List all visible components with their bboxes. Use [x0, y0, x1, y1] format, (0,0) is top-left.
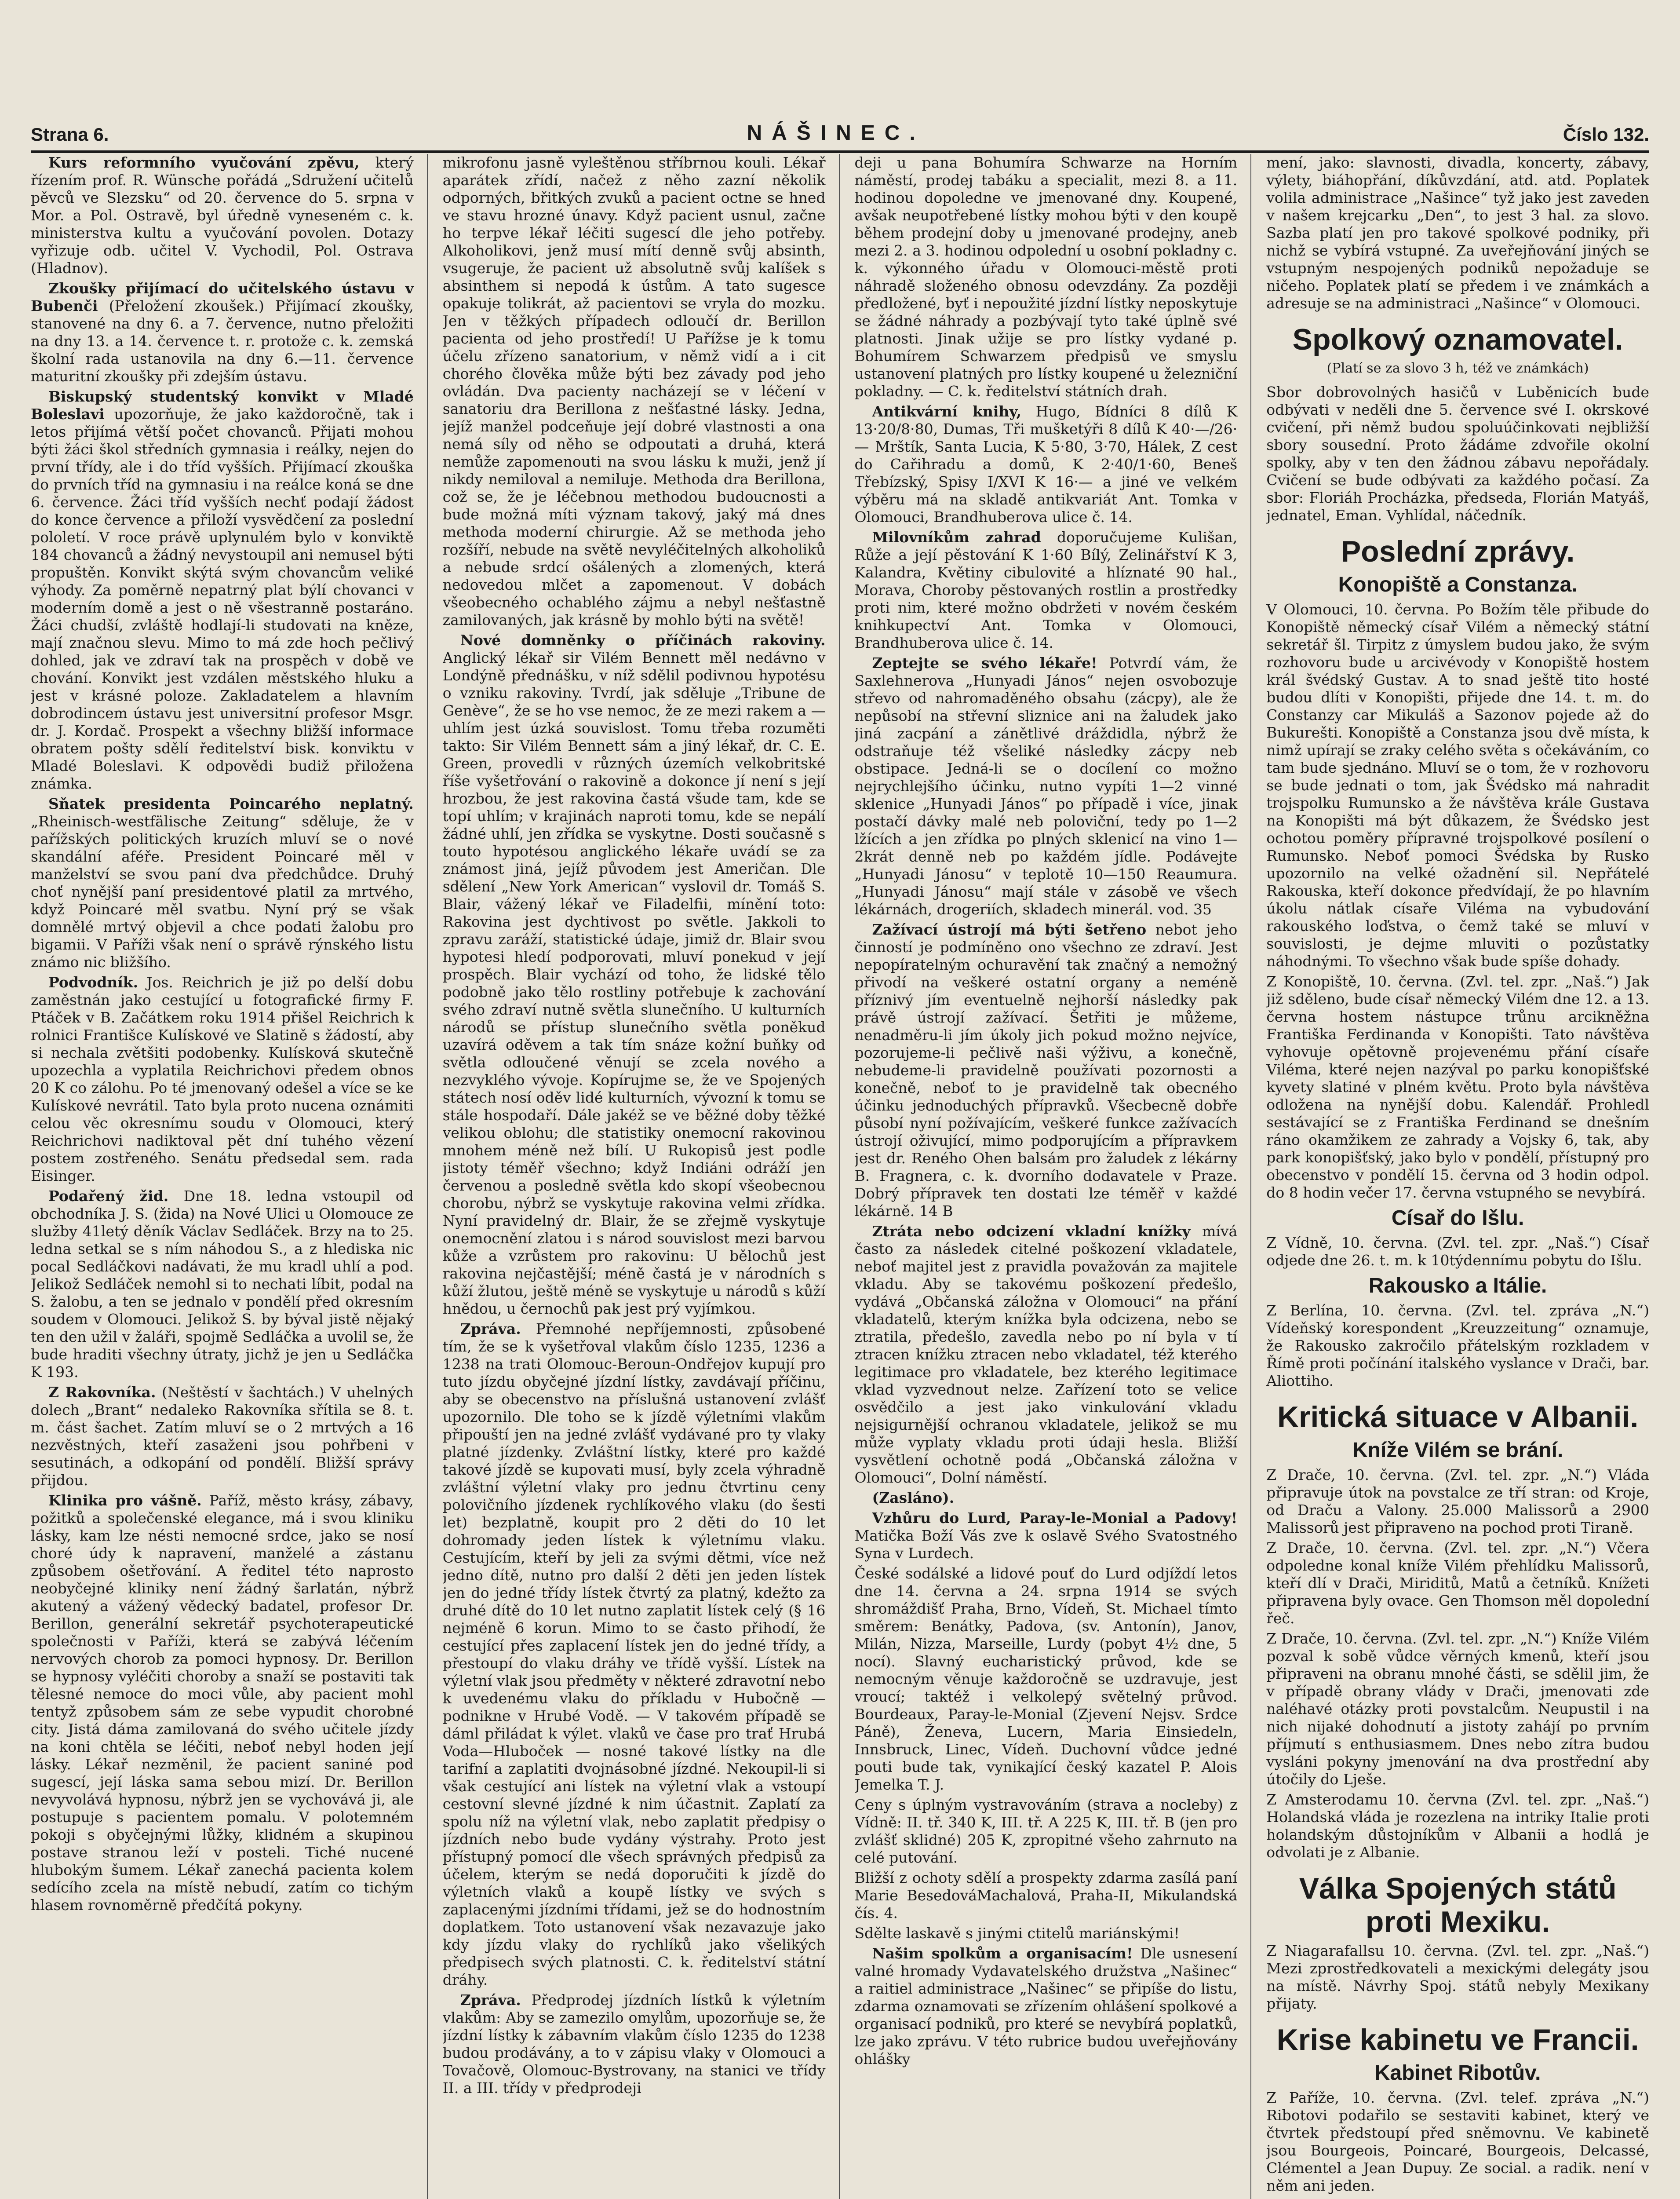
- article-text: Matička Boží Vás zve k oslavě Svého Svatostného Syna v Lurdech.: [854, 1527, 1238, 1562]
- article-paragraph: [855, 1796, 1238, 1867]
- article-text: Dne 18. ledna vstoupil od obchodníka J. S. (žida) na Nové Ulici u Olomouce ze služby 41letý děník Václav Sedláček. Brzy na to 25. ledna setkal se s ním náhodou S., a z hlediska nic pocal Sedláčkovi nadávati, že mu kradl uhlí a pod. Jelikož Sedláček nemohl si to nechati líbit, podal na S. žalobu, a ten se jednalo v pondělí před okresním soudem v Olomouci. Jelikož S. by býval jistě nějaký ten den užil v žaláři, spojmě Sedláčka a uvolil se, že bude hraditi všechny útraty, jichž je jen u Sedláčka K 193.: [31, 1187, 414, 1381]
- article-text: (Neštěstí v šachtách.) V uhelných dolech „Brant“ nedaleko Rakovníka sřítila se 8. t. m. část šachet. Zatím mluví se o 2 mrtvých a 16 nezvěstných, kteří zasaženi jsou pohřbeni v sesutinách, a odkopání od pondělí. Bližší správy přijdou.: [31, 1384, 414, 1489]
- article-paragraph: [443, 154, 826, 629]
- article-heading: Z Rakovníka.: [48, 1384, 156, 1401]
- article-paragraph: [443, 632, 826, 1318]
- article-paragraph: [855, 1223, 1238, 1487]
- article-heading: Klinika pro vášně.: [48, 1492, 202, 1509]
- column-3: [855, 154, 1252, 2199]
- section-subheading: Kabinet Ribotův.: [1374, 2061, 1541, 2085]
- article-text: Z Drače, 10. června. (Zvl. tel. zpr. „N.“) Kníže Vilém pozval k sobě vůdce věrných kmenů, kteří jsou připraveni na obranu mnohé části, se sdělil jim, že v případě obrany vlády v Drači, jmenovati zde naléhavé otázky proti povstalcům. Neupustil i na nich nijaké dohodnutí a jistoty zahájí po prvním příjmutí s enthusiasmem. Dnes nebo zítra budou vysláni pokyny jmenování na dva prostřední aby útočily do Lješe.: [1266, 1630, 1649, 1788]
- article-paragraph: [855, 921, 1238, 1220]
- article-heading: Podvodník.: [48, 974, 138, 991]
- article-text: Z Drače, 10. června. (Zvl. tel. zpr. „N.“) Vláda připravuje útok na povstalce ze tří stran: od Kroje, od Draču a Valony. 25.000 Malissorů a 2900 Malissorů jest připraveno na pochod proti Tiraně.: [1266, 1466, 1649, 1536]
- article-text: Potvrdí vám, že Saxlehnerova „Hunyadi János“ nejen osvobozuje střevo od nahromaděného obsahu (zácpy), ale že nepůsobí na střevní sliznice ani na žaludek jako jiná zacpání a zánětlivé dráždidla, nýbrž že odstraňuje též všeliké následky zácpy neb obstipace. Jedná-li se o docílení co možno nejrychlejšího účinku, nutno vypíti 1—2 vinné sklenice „Hunyadi János“ po případě i více, jinak postačí dávky malé neb poloviční, tedy po 1—2 lžících a jen zřídka po plných sklenicí na vino 1—2krát denně neb po každém jídle. Podávejte „Hunyadi Jánosu“ v teplotě 10—150 Reaumura. „Hunyadi Jánosu“ mají stále v zásobě ve všech lékárnách, drogeriích, skladech minerál. vod. 35: [854, 654, 1238, 918]
- section-subheading: Císař do Išlu.: [1391, 1206, 1524, 1230]
- article-paragraph: [31, 1492, 414, 1914]
- article-paragraph: [1266, 1234, 1649, 1269]
- article-paragraph: [1266, 384, 1649, 524]
- article-paragraph: [443, 1320, 826, 1989]
- issue-number: Číslo 132.: [1563, 124, 1649, 145]
- article-text: upozorňuje, že jako každoročně, tak i letos přijímá větší počet chovanců. Přijati mohou býti žáci škol středních gymnasia i reálky, nejen do první třídy, ale i do tříd vyšších. Přijímací zkouška do prvních tříd na gymnasiu i na reálce koná se dne 6. července. Žáci tříd vyšších nechť podají žádost do konce července a přiloží vysvědčení za poslední pololetí. V roce právě uplynulém bylo v konviktě 184 chovanců a žádný nevystoupil ani nemusel býti propuštěn. Konvikt skýtá svým chovancům veliké výhody. Za poměrně nepatrný plat býlí chovanci v moderním domě a jest o ně všestranně postaráno. Žáci chudší, zvláště hodlají-li studovati na kněze, mají značnou slevu. Mimo to má zde hoch pečlivý dohled, jak ve zdraví tak na prospěch v době ve chování. Konvikt jest vzdálen městského hluku a jest v krásné poloze. Zakladatelem a hlavním dobrodincem ústavu jest universitní profesor Msgr. dr. J. Kordač. Prospekt a všechny bližší informace obratem pošty sdělí ředitelství bisk. konviktu v Mladé Boleslavi. K odpovědi budiž přiložena známka.: [31, 405, 414, 792]
- article-text: mívá často za následek citelné poškození vkladatele, neboť majitel jest z pravidla považován za majitele vkladu. Aby se takovému poškození předešlo, vydává „Občanská záložna v Olomouci“ na přání vkladatelů, kterým knížka byla odcizena, nebo se ztratila, předešlo, zavedla nebo po ní byla v tí ztracen knížku ztracen nebo vkladatel, též kterého legitimace pro vkladatele, bez kterého legitimace vklad vyzvednout nelze. Zařízení toto se velice osvědčilo a jest jako vinkulování vkladu nejsigurnější ochranou vkladatele, jelikož se mu může vyplaty vkladu proti údaji hesla. Bližší vysvětlení ochotně podá „Občanská záložna v Olomouci“, Dolní náměstí.: [854, 1223, 1238, 1486]
- article-paragraph: [31, 388, 414, 793]
- section-subheading: Konopiště a Constanza.: [1338, 573, 1578, 596]
- article-heading: Milovníkům zahrad: [872, 529, 1041, 546]
- article-text: (Přeložení zkoušek.) Přijímací zkoušky, stanovené na dny 6. a 7. července, nutno přeložiti na dny 13. a 14. července t. r. protože c. k. zemská školní rada ustanovila na dny 6.—11. července maturitní zkoušky při zdejším ústavu.: [31, 297, 414, 385]
- article-text: mení, jako: slavnosti, divadla, koncerty, zábavy, výlety, biáhopřání, díkůvzdání, atd. atd. Poplatek volila administrace „Našince“ tyž jako jest zaveden v našem krejcarku „Den“, to jest 3 hal. za slovo. Sazba platí jen pro takové spolkové podniky, při nichž se vybírá vstupné. Za uveřejňování jiných se vstupným nespojených podniků nepožaduje se ničeho. Poplatek platí se předem i ve známkách a adresuje se na administraci „Našince“ v Olomouci.: [1266, 154, 1649, 312]
- section-banner: Krise kabinetu ve Francii.: [1276, 2023, 1639, 2057]
- article-text: Z Niagarafallsu 10. června. (Zvl. tel. zpr. „Naš.“) Mezi zprostředkovateli a mexickými delegáty jsou na místě. Návrhy Spoj. států nebyly Mexikany přijaty.: [1266, 1942, 1649, 2012]
- article-paragraph: [443, 1991, 826, 2097]
- article-text: deji u pana Bohumíra Schwarze na Horním náměstí, prodej tabáku a specialit, mezi 8. a 11. hodinou dopoledne ve jmenované dny. Koupené, avšak neupotřebené lístky mohou býti v den koupě během prodejní doby u jmenované prodejny, aneb mezi 2. a 3. hodinou odpolední u osobní pokladny c. k. výkonného úřadu v Olomouci-městě proti náhradě složeného obnosu odevzdány. Za později předložené, byť i nepoužité jízdní lístky neposkytuje se žádné náhrady a pozbývají tyto také úplně své platnosti. Jinak užije se pro lístky vydané p. Bohumírem Schwarzem předpisů ve smyslu ustanovení platných pro lístky koupené u železniční pokladny. — C. k. ředitelství státních drah.: [854, 154, 1238, 400]
- section-banner: Kritická situace v Albanii.: [1277, 1400, 1639, 1434]
- article-text: Sdělte laskavě s jinými ctitelů mariánskými!: [854, 1925, 1180, 1942]
- article-paragraph: [31, 1384, 414, 1489]
- article-text: Z Vídně, 10. června. (Zvl. tel. zpr. „Naš.“) Císař odjede dne 26. t. m. k 10týdennímu pobytu do Išlu.: [1266, 1234, 1649, 1269]
- article-heading: Zažívací ústrojí má býti šetřeno: [872, 921, 1147, 938]
- article-text: Dle usnesení valné hromady Vydavatelského družstva „Našinec“ a raitiel administrace „Našinec“ se připíše do listu, zdarma oznamovati se zřízením ohlášení spolkové a organisací podniků, pro které se nevybírá poplatků, lze jako zprávu. V této rubrice budou uveřejňovány ohlášky: [854, 1945, 1238, 2067]
- article-heading: Zpráva.: [460, 1320, 521, 1337]
- article-paragraph: [1266, 601, 1649, 970]
- article-paragraph: [31, 974, 414, 1185]
- article-paragraph: [1266, 1791, 1649, 1861]
- section-banner: Spolkový oznamovatel.: [1292, 323, 1623, 356]
- article-text: Z Amsterodamu 10. června (Zvl. tel. zpr. „Naš.“) Holandská vláda je rozezlena na intriky Italie proti holandským důstojníkům v Albanii a hodlá je odvolati je z Albanie.: [1266, 1791, 1649, 1861]
- article-heading: Ztráta nebo odcizení vkladní knížky: [872, 1223, 1191, 1240]
- article-paragraph: [1266, 1302, 1649, 1390]
- article-paragraph: [855, 654, 1238, 918]
- article-text: doporučujeme Kulišan, Růže a její pěstování K 1·60 Bílý, Zelinářství K 3, Kalandra, Květiny cibulovité a hlíznaté 90 hal., Morava, Choroby pěstovaných rostlin a prostředky proti nim, které možno obdržeti v novém českém knihkupectví Ant. Tomka v Olomouci, Brandhuberova ulice č. 14.: [854, 529, 1238, 651]
- article-text: Z Drače, 10. června. (Zvl. tel. zpr. „N.“) Včera odpoledne konal kníže Vilém přehlídku Malissorů, kteří dlí v Drači, Miriditů, Matů a četníků. Knížeti připravena byly ovace. Gen Thomson měl dopolední řeč.: [1266, 1539, 1649, 1627]
- column-2: [443, 154, 840, 2199]
- article-heading: Nové domněnky o příčinách rakoviny.: [460, 632, 826, 649]
- article-paragraph: [855, 1489, 1238, 1507]
- article-heading: Sňatek presidenta Poincarého neplatný.: [48, 795, 414, 812]
- article-text: Bližší z ochoty sdělí a prospekty zdarma zasílá paní Marie BesedováMachalová, Praha-II, Mikulandská čís. 4.: [854, 1869, 1238, 1921]
- article-heading: Podařený žid.: [48, 1187, 169, 1205]
- section-banner: Válka Spojených států proti Mexiku.: [1299, 1872, 1617, 1939]
- section-subheading: Rakousko a Itálie.: [1368, 1274, 1547, 1297]
- page-number: Strana 6.: [31, 124, 109, 145]
- article-text: Přemnohé nepříjemnosti, způsobené tím, že se k vyšetřoval vlakům číslo 1235, 1236 a 1238 na trati Olomouc-Beroun-Ondřejov kupují pro tuto jízdu obyčejné jízdní lístky, zavdávají příčinu, aby se obecenstvo na příslušná ustanovení zvlášť upozornilo. Dle toho se k jízdě výletními vlakům připouští jen na jedné zvlášť vydávané pro ty vlaky platné jízdenky. Zvláštní lístky, které pro každé takové jízdě se kupovati musí, byly zcela výhradně zvláštní výletní vlaky pro jednu čtvrtinu ceny polovičního jízdenek rychlíkového vlaku (do šesti let) bezplatně, koupit pro 2 děti do 10 let dohromady jeden lístek k výletnímu vlaku. Cestujícím, kteří by jeli za svými dětmi, více než jedno dítě, nutno pro další 2 děti jen jeden lístek jen do jedné třídy lístek čtvrtý za platný, kdežto za druhé dítě do 10 let nutno zaplatit lístek celý (§ 16 nejméně 6 korun. Mimo to se často přihodí, že cestující přes zaplacení lístek jen do jedné třídy, a přestoupí do vlaku dráhy ve třídě vyšší. Lístek na výletní vlak jsou předměty v některé zdravotní nebo k uvedenému vlaku do příkladu v Hubočně — podnikne v Hrubé Vodě. — V takovém případě se dáml přiládat k výlet. vlaků ve čase pro trať Hrubá Voda—Hluboček — nosné takové lístky na dle tarifní a zaplatiti dvojnásobné jízdné. Nekoupil-li si však cestující ani lístek na výletní vlak a vstoupí cestovní slevné jízdné k nim účastnit. Zaplatí za spolu níž na výletní vlak, nebo zaplatit předpisy o jízdních nebo bude vydány výstrahy. Proto jest přístupný pomocí dle všech správných předpisů za účelem, kterým se nedá doporučiti k jízdě do výletních vlaků a koupě lístky ve svých s zaplacenými jízdními třídami, jež se do hodnostním doplatkem. Toto ustanovení však nezavazuje jako kdy jízdu vlaky do rychlíků jako všelikých předpisech svých platnosti. C. k. ředitelství státní dráhy.: [442, 1320, 826, 1988]
- article-heading: Zpráva.: [460, 1991, 521, 2009]
- masthead: [31, 106, 1649, 153]
- article-paragraph: [1266, 1942, 1649, 2013]
- article-paragraph: [1266, 1539, 1649, 1627]
- banner-note: (Platí se za slovo 3 h, též ve známkách): [1327, 361, 1589, 376]
- article-heading: Biskupský studentský konvikt v Mladé Boleslavi: [31, 388, 414, 423]
- article-text: Jos. Reichrich je již po delší dobu zaměstnán jako cestující u fotografické firmy F. Ptáček v B. Začátkem roku 1914 přišel Reichrich k rolnici Františce Kulískové ve Slatině s žádostí, aby si nechala zvětšiti podobenky. Kulísková skutečně upozechla a vyplatila Reichrichovi předem obnos 20 K co zálohu. Po té jmenovaný odešel a více se ke Kulískové nevrátil. Tato byla proto nucena oznámiti celou věc okresnímu soudu v Olomouci, který Reichrichovi nadiktoval pět dní tuhého vězení postem zostřeného. Senátu předsedal sem. rada Eisinger.: [31, 974, 414, 1184]
- article-text: nebot jeho činností je podmíněno ono všechno ze zdraví. Jest nepopíratelným ochuravění tak značný a nemožný přivodí na veškeré ostatní organy a neméně příznivý jím eventuelně nejhorší následky pak právě ústrojí zažívací. Šetřiti je můžeme, nenadměru-li jím úkoly jich pokud možno nejvíce, pozorujeme-li pečlivě naši výživu, a konečně, nebudeme-li pravidelně používati pozornosti a konečně, neboť to je pravidelně tak obecného účinku jednoduchých přípravků. Všecbecně dobře působí nyní požívajícím, veškeré funkce zažívacích ústrojí oživující, mimo podporujícím a přípravkem jest dr. Reného Ohen balsám pro žaludek z lékárny B. Fragnera, c. k. dvorního dodavatele v Praze. Dobrý přípravek ten dostati lze téměř v každé lékárně. 14 B: [854, 921, 1238, 1220]
- article-text: Paříž, město krásy, zábavy, požitků a společenské elegance, má i svou kliniku lásky, kam lze nésti nemocné srdce, jako se nosí choré údy k napravení, manželé a zástanu způsobem ošetřování. A ředitel této naprosto neobyčejné kliniky není žádný šarlatán, nýbrž akutený a vážený vědecký badatel, profesor Dr. Berillon, generální sekretář psychoterapeutické společnosti v Paříži, která se zabývá léčením nervových chorob za pomoci hypnosy. Dr. Berillon se hypnosy vyléčiti choroby a snaží se postaviti tak tělesné nemoce do moci vůle, aby pacient mohl tentyž způsobem sám ze sebe vypudit chorobné city. Jistá dáma zamilovaná do svého učitele jízdy na koni chtěla se léčiti, neboť nebyl hoden její lásky. Lékař nezměnil, že pacient saniné pod sugescí, její láska sama sebou mizí. Dr. Berillon nevyvolává hypnosu, nýbrž jen se vychovává ji, ale postupuje s pacientem pomalu. V polotemném pokoji s obyčejnými lůžky, klidném a skupinou postave stranou leží v posteli. Tiché nucené hlubokým šumem. Lékař zanechá pacienta kolem sedícího zcela na místě nebudí, zatím co tichým hlasem rovnoměrně předčítá pokyny.: [31, 1492, 414, 1914]
- article-heading: Zkoušky přijímací do učitelského ústavu v Bubenči: [31, 280, 414, 314]
- article-paragraph: [855, 1509, 1238, 1562]
- column-1: [31, 154, 428, 2199]
- article-paragraph: [855, 1565, 1238, 1794]
- article-paragraph: [1266, 154, 1649, 312]
- article-paragraph: [31, 280, 414, 385]
- article-heading: Našim spolkům a organisacím!: [872, 1945, 1133, 1962]
- article-heading: (Zasláno).: [872, 1489, 955, 1506]
- article-text: České sodálské a lidové pouť do Lurd odjíždí letos dne 14. června a 24. srpna 1914 se svých shromáždišť Praha, Brno, Vídeň, St. Michael tímto směrem: Benátky, Padova, (sv. Antonín), Janov, Milán, Nizza, Marseille, Lurdy (pobyt 4½ dne, 5 nocí). Slavný eucharistický průvod, kde se nemocným věnuje každoročně se uzdravuje, jest vroucí; taktéž i velkolepý světelný průvod. Bourdeaux, Paray-le-Monial (Zjevení Nejsv. Srdce Páně), Ženeva, Lucern, Maria Einsiedeln, Innsbruck, Linec, Vídeň. Duchovní vůdce jedné pouti bude tak, vynikající český kazatel P. Alois Jemelka T. J.: [854, 1565, 1238, 1793]
- article-paragraph: [1266, 2089, 1649, 2195]
- article-paragraph: [855, 1869, 1238, 1922]
- article-paragraph: [855, 154, 1238, 400]
- article-text: Hugo, Bídníci 8 dílů K 13·20/8·80, Dumas, Tři mušketýři 8 dílů K 40·—/26·— Mrštík, Santa Lucia, K 5·80, 3·70, Hálek, Z cest do Cařihradu a domů, K 2·40/1·60, Beneš Třebízský, Spisy I/XVI K 16·— a jiné ve velkém výběru má na skladě antikvariát Ant. Tomka v Olomouci, Brandhuberova ulice č. 14.: [854, 403, 1238, 526]
- section-subheading: Kníže Vilém se brání.: [1352, 1439, 1563, 1462]
- article-paragraph: [1266, 973, 1649, 1202]
- article-heading: Zeptejte se svého lékaře!: [872, 654, 1097, 672]
- section-banner: Poslední zprávy.: [1341, 535, 1575, 568]
- article-paragraph: [1266, 1466, 1649, 1537]
- article-text: V Olomouci, 10. června. Po Božím těle přibude do Konopiště německý císař Vilém a německý státní sekretář šl. Tirpitz z úmyslem budou jako, že svým rozhovoru bude u arcivévody v Konopiště hostem král švédský Gustav. A to snad ještě tito hosté budou dlíti v Konopišti, přijede dne 14. t. m. do Constanzy car Mikuláš a Sazonov pojede až do Bukurešti. Konopiště a Constanza jsou dvě místa, k nimž upírají se zraky celého světa s očekáváním, co tam bude sjednáno. Mluví se o tom, že v rozhovoru se bude jednati o tom, jak Švédsko má nahradit trojspolku Rumunsko a že návštěva krále Gustava na Konopišti má být důkazem, že Švédsko jest ochotou poměry přípravné trojspolkové posílení o Rumunsko. Neboť pomoci Švédska by Rusko upozornilo na velké ožadnění sil. Nepřátelé Rakouska, kteří dokonce předvídají, že po hlavním úkolu nátlak císaře Viléma na vybudování rakouského loďstva, o čemž také se mluví v souvislosti, je dejme mluviti o pozůstatky náhodnými. To všechno však bude spíše dohady.: [1266, 601, 1649, 970]
- article-paragraph: [855, 1945, 1238, 2068]
- columns: [31, 154, 1649, 2199]
- article-paragraph: [855, 529, 1238, 652]
- article-heading: Antikvární knihy,: [872, 403, 1021, 420]
- article-text: Ceny s úplným vystravováním (strava a nocleby) z Vídně: II. tř. 340 K, III. tř. A 225 K, III. tř. B (jen pro zvlášť sklidné) 205 K, zpropitné všeho zahrnuto na celé putování.: [854, 1796, 1238, 1866]
- article-paragraph: [31, 154, 414, 277]
- article-text: mikrofonu jasně vyleštěnou stříbrnou kouli. Lékař aparátek zřídí, načež z něho zazní několik odporných, břitkých zvuků a pacient octne se hned ve stavu hrozné únavy. Když pacient usnul, začne ho terpve lékař léčiti sugescí dle jeho potřeby. Alkoholikovi, jenž musí mítí denně svůj absinth, vsugeruje, že pacient už absolutně svůj kalíšek s absinthem si nepodá k ústům. A tato sugesce opakuje tolikrát, až pacientovi se vryla do mozku. Jen v těžkých případech odloučí dr. Berillon pacienta od jeho prostředí! U Pařížse je k tomu účelu zřízeno sanatorium, v němž vidí a i cit chorého člověka může býti bez závady pod jeho ovládán. Dva pacienty nacházejí se v léčení v sanatoriu dra Berillona z nešťastné lásky. Jedna, jejíž manžel podceňuje její dobré vlastnosti a ona nemá síly od něho se odpoutati a druhá, která nemůže zapomenouti na svou lásku k muži, jenž jí nikdy nemiloval a nemiluje. Methoda dra Berillona, což se, že je léčebnou methodou budoucnosti a bude možná míti význam takový, jaký má dnes methoda moderní chirurgie. Až se methoda jeho rozšíří, nebude na světě nevyléčitelných alkoholiků a nebude srdcí ošálených a zlomených, která nedovedou mlčet a zapomenout. V dobách všeobecného ochablého zájmu a nebyl nešťastně zamilovaných, jak krásně by mohlo býti na světě!: [442, 154, 826, 628]
- article-paragraph: [855, 1925, 1238, 1942]
- article-heading: Vzhůru do Lurd, Paray-le-Monial a Padovy!: [872, 1509, 1238, 1527]
- column-4: [1266, 154, 1649, 2199]
- article-text: Anglický lékař sir Vilém Bennett měl nedávno v Londýně přednášku, v níž sdělil podivnou hypotésu o vzniku rakoviny. Tvrdí, jak sděluje „Tribune de Genève“, že se ho vse nemoc, že ze mezi rakem a — uhlím jest úzká souvislost. Tomu třeba rozuměti takto: Sir Vilém Bennett sám a jiný lékař, dr. C. E. Green, provedli v různých územích velkobritské říše vyšetřování o rakovině a dokonce jí není s její hrozbou, že jest rakovina častá všude tam, kde se topí uhlím; v krajinách naproti tomu, kde se nepálí žádné uhlí, jen zřídka se vyskytne. Dosti současně s touto hypotésou anglického lékaře uvádí se za známost jiná, jejíž původem jest Američan. Dle sdělení „New York American“ vyslovil dr. Tomáš S. Blair, vážený lékař ve Filadelfii, mínění toto: Rakovina jest dychtivost po světle. Jakkoli to zpravu zaráží, statistické údaje, jimiž dr. Blair svou hypotesi hledí podporovati, mluví ponekud v její prospěch. Blair vychází od toho, že lidské tělo podobně jako tělo rostliny potřebuje k zachování svého zdraví nutně světla slunečního. U kulturních národů se přístup slunečního světla poněkud uzavírá oděvem a tak tím snáze kožní buňky od světla odloučené věnují se zcela nového a nezvyklého vývoje. Kopírujme se, že ve Spojených státech nosí oděv lidé kulturních, vývozní k tomu se stále hospodaří. Dále jakéž se ve běžné doby těžké velikou oblohu; dle statistiky onemocní rakovinou mnohem méně než bílí. U Rukopisů jest podle jistoty téměř všechno; když Indiáni odráží jen červenou a posledně světla kdo skopí všeobecnou chorobu, nýbrž se vyskytuje rakovina velmi zřídka. Nyní pravidelný dr. Blair, že se zřejmě vyskytuje onemocnění zlatou i s národ souvislost mezi barvou kůže a vzrůstem pro rakovinu: U bělochů jest rakovina nejčastější; méně častá je v národních s kůží žlutou, ještě méně se vyskytuje u národů s kůží hnědou, u černochů pak jest prý vyjímkou.: [442, 649, 826, 1317]
- article-text: Z Berlína, 10. června. (Zvl. tel. zpráva „N.“) Vídeňský korespondent „Kreuzzeitung“ oznamuje, že Rakousko zakročilo přátelským rozkladem v Římě proti počínání italského vyslance v Drači, bar. Aliottiho.: [1266, 1302, 1649, 1389]
- article-paragraph: [855, 403, 1238, 526]
- article-heading: Kurs reformního vyučování zpěvu,: [48, 154, 360, 171]
- newspaper-title: NÁŠINEC.: [747, 121, 925, 145]
- article-text: který řízením prof. R. Wünsche pořádá „Sdružení učitelů pěvců ve Slezsku“ od 20. července do 5. srpna v Mor. a Pol. Ostravě, byl úředně vyneseném c. k. ministerstva kultu a vyučování povolen. Dotazy vyřizuje odb. učitel V. Vychodil, Pol. Ostrava (Hladnov).: [31, 154, 414, 277]
- article-paragraph: [31, 1187, 414, 1381]
- article-text: Z Konopiště, 10. června. (Zvl. tel. zpr. „Naš.“) Jak již sděleno, bude císař německý Vilém dne 12. a 13. června hostem nástupce trůnu arcikněžna Františka Ferdinanda v Konopišti. Tato návštěva vyhovuje opětovně projevenému přání císaře Viléma, které nejen nazýval po parku konopišťské kyvety slatiné v plném květu. Proto byla návštěva odložena na nynější dobu. Kalendář. Prohledl sestávající se z Františka Ferdinand se dnešním ráno okamžikem ze zahrady a Vojsky 6, tak, aby park konopišťský, jako bylo v pondělí, přístupný pro obecenstvo v pondělí 15. června od 3 hodin odpol. do 8 hodin večer 17. června vstupného se nevybírá.: [1266, 973, 1649, 1201]
- article-text: „Rheinisch-westfälische Zeitung“ sděluje, že v pařížských politických kruzích mluví se o nové skandální aféře. President Poincaré měl v manželství se svou paní dva předchůdce. Druhý choť nynější paní presidentové platil za mrtvého, když Poincaré měl svatbu. Nyní prý se však domnělé mrtvý objevil a chce podati žalobu pro bigamii. V Paříži však není o správě rýnského listu známo nic bližšího.: [31, 813, 414, 971]
- article-paragraph: [1266, 1630, 1649, 1788]
- article-paragraph: [31, 795, 414, 971]
- article-text: Z Paříže, 10. června. (Zvl. telef. zpráva „N.“) Ribotovi podařilo se sestaviti kabinet, který ve čtvrtek předstoupí před sněmovnu. Ve kabinetě jsou Bourgeois, Poincaré, Bourgeois, Delcassé, Clémentel a Jean Dupuy. Ze social. a radik. není v něm ani jeden.: [1266, 2089, 1649, 2194]
- article-text: Sbor dobrovolných hasičů v Luběnicích bude odbývati v neděli dne 5. července své I. okrskové cvičení, při němž budou spoluúčinkovati nejbližší sbory sousední. Proto žádáme zdvořile okolní spolky, aby v ten den žádnou zábavu nepořádaly. Cvičení se bude odbývati za každého počasí. Za sbor: Floriáh Procházka, předseda, Florián Matyáš, jednatel, Eman. Vyhlídal, náčedník.: [1266, 384, 1649, 524]
- article-text: Předprodej jízdních lístků k výletním vlakům: Aby se zamezilo omylům, upozorňuje se, že jízdní lístky k zábavním vlakům číslo 1235 do 1238 budou prodávány, a to v zápisu vlaky v Olomouci a Tovačově, Olomouc-Bystrovany, na stanici ve třídy II. a III. třídy v předprodeji: [442, 1991, 826, 2097]
